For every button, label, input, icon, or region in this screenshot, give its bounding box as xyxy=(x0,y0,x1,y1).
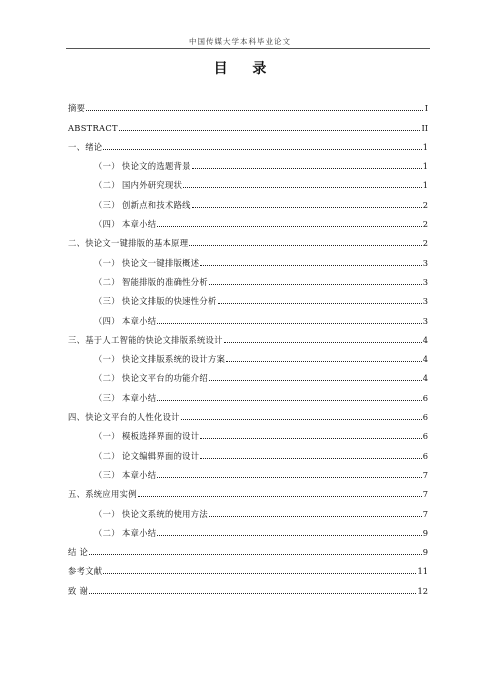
toc-section-entry[interactable] xyxy=(68,557,428,576)
toc-entry-text: 本章小结 xyxy=(122,527,157,538)
toc-subsection-entry[interactable] xyxy=(68,441,428,460)
toc-entry-text: 快论文系统的使用方法 xyxy=(122,508,208,519)
toc-entry-label xyxy=(68,142,102,152)
toc-page-number: 3 xyxy=(422,257,428,268)
toc-entry-label xyxy=(68,586,88,596)
toc-dot-leader xyxy=(226,361,422,362)
toc-page-number: 9 xyxy=(422,527,428,538)
toc-section-entry[interactable] xyxy=(68,326,428,345)
toc-entry-number: （一） xyxy=(94,161,120,172)
toc-entry-number: （二） xyxy=(94,276,120,287)
toc-entry-text: 致 谢 xyxy=(68,585,89,596)
toc-entry-label xyxy=(68,335,223,345)
table-of-contents xyxy=(68,94,428,596)
toc-entry-number: （一） xyxy=(94,257,120,268)
toc-entry-label xyxy=(94,219,156,229)
toc-page-number: 3 xyxy=(422,315,428,326)
toc-subsection-entry[interactable] xyxy=(68,345,428,364)
toc-dot-leader xyxy=(157,323,421,324)
toc-entry-text: 国内外研究现状 xyxy=(122,180,183,191)
toc-dot-leader xyxy=(157,477,421,478)
toc-entry-text: 创新点和技术路线 xyxy=(122,199,191,210)
toc-subsection-entry[interactable] xyxy=(68,383,428,402)
toc-section-entry[interactable] xyxy=(68,133,428,152)
toc-entry-text: 快论文一键排版的基本原理 xyxy=(85,238,189,249)
toc-entry-label xyxy=(94,509,208,519)
toc-page-number: 1 xyxy=(422,180,428,191)
toc-entry-number: （一） xyxy=(94,508,120,519)
toc-dot-leader xyxy=(209,284,422,285)
toc-page-number: 6 xyxy=(422,450,428,461)
toc-dot-leader xyxy=(192,207,422,208)
toc-entry-number: 二、 xyxy=(68,238,86,249)
toc-page-number: 6 xyxy=(422,412,428,423)
toc-dot-leader xyxy=(89,593,416,594)
toc-section-entry[interactable] xyxy=(68,480,428,499)
toc-section-entry[interactable] xyxy=(68,403,428,422)
toc-dot-leader xyxy=(103,149,421,150)
toc-section-entry[interactable] xyxy=(68,94,428,113)
toc-dot-leader xyxy=(119,130,421,131)
toc-page-number: 7 xyxy=(422,489,428,500)
toc-entry-label xyxy=(94,316,156,326)
toc-entry-text: 快论文平台的功能介绍 xyxy=(122,373,208,384)
toc-entry-label xyxy=(68,103,85,113)
toc-entry-number: （二） xyxy=(94,450,120,461)
toc-subsection-entry[interactable] xyxy=(68,422,428,441)
toc-entry-text: 快论文平台的人性化设计 xyxy=(85,412,180,423)
toc-entry-label xyxy=(68,123,118,133)
toc-page-number: 1 xyxy=(422,141,428,152)
toc-page-number: II xyxy=(421,122,428,133)
toc-dot-leader xyxy=(183,187,422,188)
toc-dot-leader xyxy=(86,110,423,111)
toc-entry-text: 系统应用实例 xyxy=(85,489,137,500)
toc-page-number: 12 xyxy=(417,585,428,596)
toc-dot-leader xyxy=(189,245,421,246)
toc-entry-label xyxy=(94,373,208,383)
toc-section-entry[interactable] xyxy=(68,538,428,557)
toc-subsection-entry[interactable] xyxy=(68,306,428,325)
toc-entry-text: 论文编辑界面的设计 xyxy=(122,450,200,461)
toc-entry-text: 绪论 xyxy=(85,141,103,152)
toc-subsection-entry[interactable] xyxy=(68,519,428,538)
toc-subsection-entry[interactable] xyxy=(68,152,428,171)
toc-dot-leader xyxy=(192,168,422,169)
toc-entry-text: ABSTRACT xyxy=(68,122,118,133)
toc-entry-text: 本章小结 xyxy=(122,219,157,230)
toc-dot-leader xyxy=(157,535,421,536)
toc-entry-label xyxy=(68,412,180,422)
toc-title: 目 录 xyxy=(213,61,277,77)
toc-entry-number: 一、 xyxy=(68,141,86,152)
toc-entry-text: 智能排版的准确性分析 xyxy=(122,276,208,287)
toc-entry-number: （一） xyxy=(94,354,120,365)
toc-page-number: 6 xyxy=(422,392,428,403)
toc-entry-text: 基于人工智能的快论文排版系统设计 xyxy=(85,334,223,345)
toc-section-entry[interactable] xyxy=(68,229,428,248)
toc-entry-number: （一） xyxy=(94,431,120,442)
toc-entry-number: （三） xyxy=(94,392,120,403)
toc-page-number: 4 xyxy=(422,373,428,384)
toc-entry-label xyxy=(94,161,191,171)
toc-page-number: 11 xyxy=(417,566,428,577)
toc-entry-label xyxy=(94,180,182,190)
toc-entry-text: 参考文献 xyxy=(68,566,103,577)
toc-subsection-entry[interactable] xyxy=(68,287,428,306)
toc-entry-text: 本章小结 xyxy=(122,315,157,326)
toc-entry-text: 摘要 xyxy=(68,103,86,114)
header-rule xyxy=(66,48,430,49)
toc-entry-text: 模板选择界面的设计 xyxy=(122,431,200,442)
toc-dot-leader xyxy=(209,516,422,517)
toc-page-number: 7 xyxy=(422,469,428,480)
toc-section-entry[interactable] xyxy=(68,113,428,132)
toc-entry-label xyxy=(94,528,156,538)
toc-subsection-entry[interactable] xyxy=(68,171,428,190)
toc-page-number: I xyxy=(424,103,428,114)
toc-entry-label xyxy=(68,489,137,499)
toc-dot-leader xyxy=(157,400,421,401)
toc-entry-label xyxy=(68,566,102,576)
page-header: 中国传媒大学本科毕业论文 xyxy=(189,37,291,46)
toc-dot-leader xyxy=(200,458,421,459)
toc-entry-label xyxy=(94,200,191,210)
toc-page-number: 6 xyxy=(422,431,428,442)
toc-entry-number: 五、 xyxy=(68,489,86,500)
toc-entry-label xyxy=(94,258,199,268)
toc-entry-number: （二） xyxy=(94,527,120,538)
toc-dot-leader xyxy=(209,380,422,381)
toc-subsection-entry[interactable] xyxy=(68,190,428,209)
toc-entry-text: 结 论 xyxy=(68,547,89,558)
toc-page-number: 9 xyxy=(422,547,428,558)
toc-page-number: 7 xyxy=(422,508,428,519)
toc-entry-number: （三） xyxy=(94,469,120,480)
toc-dot-leader xyxy=(200,265,421,266)
toc-page-number: 2 xyxy=(422,238,428,249)
toc-entry-text: 快论文的选题背景 xyxy=(122,161,191,172)
toc-entry-text: 快论文一键排版概述 xyxy=(122,257,200,268)
toc-dot-leader xyxy=(138,496,422,497)
toc-subsection-entry[interactable] xyxy=(68,268,428,287)
toc-entry-number: （二） xyxy=(94,373,120,384)
toc-dot-leader xyxy=(103,573,416,574)
toc-entry-label xyxy=(94,393,156,403)
toc-page-number: 1 xyxy=(422,161,428,172)
toc-entry-text: 快论文排版的快速性分析 xyxy=(122,296,217,307)
toc-entry-label xyxy=(94,431,199,441)
toc-entry-text: 本章小结 xyxy=(122,469,157,480)
toc-dot-leader xyxy=(157,226,421,227)
toc-dot-leader xyxy=(181,419,422,420)
toc-entry-label xyxy=(68,238,188,248)
toc-page-number: 2 xyxy=(422,199,428,210)
toc-entry-number: （四） xyxy=(94,219,120,230)
toc-entry-label xyxy=(68,547,88,557)
toc-entry-number: 三、 xyxy=(68,334,86,345)
toc-entry-number: （三） xyxy=(94,296,120,307)
toc-subsection-entry[interactable] xyxy=(68,461,428,480)
toc-page-number: 4 xyxy=(422,354,428,365)
toc-entry-label xyxy=(94,296,217,306)
toc-entry-number: （三） xyxy=(94,199,120,210)
toc-page-number: 2 xyxy=(422,219,428,230)
toc-page-number: 3 xyxy=(422,296,428,307)
toc-entry-number: （二） xyxy=(94,180,120,191)
toc-entry-number: （四） xyxy=(94,315,120,326)
toc-subsection-entry[interactable] xyxy=(68,248,428,267)
toc-dot-leader xyxy=(224,342,422,343)
toc-entry-text: 本章小结 xyxy=(122,392,157,403)
toc-section-entry[interactable] xyxy=(68,576,428,595)
toc-page-number: 3 xyxy=(422,276,428,287)
toc-subsection-entry[interactable] xyxy=(68,499,428,518)
toc-page-number: 4 xyxy=(422,334,428,345)
toc-dot-leader xyxy=(218,303,422,304)
toc-subsection-entry[interactable] xyxy=(68,364,428,383)
toc-dot-leader xyxy=(89,554,422,555)
toc-dot-leader xyxy=(200,438,421,439)
toc-entry-label xyxy=(94,354,225,364)
toc-entry-number: 四、 xyxy=(68,412,86,423)
toc-entry-label xyxy=(94,470,156,480)
toc-entry-label xyxy=(94,451,199,461)
toc-entry-text: 快论文排版系统的设计方案 xyxy=(122,354,226,365)
toc-entry-label xyxy=(94,277,208,287)
toc-subsection-entry[interactable] xyxy=(68,210,428,229)
